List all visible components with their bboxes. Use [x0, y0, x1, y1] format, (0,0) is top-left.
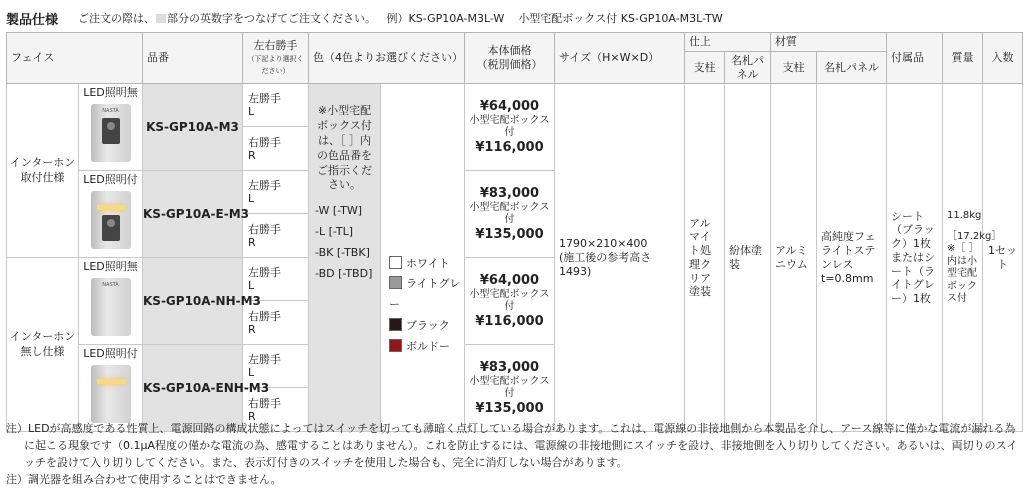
color-code: -BD [-TBD]	[315, 266, 373, 280]
header-size: サイズ（H×W×D）	[555, 33, 685, 84]
led-light-icon	[97, 205, 125, 210]
face-intercom: インターホン取付仕様	[7, 84, 79, 258]
footnote: 注）LEDが高感度である性質上、電源回路の構成状態によってはスイッチを切っても薄暗く点灯している場合があります。これは、電源線の非接地側から本製品を介し、アース線等に僅かな電流が漏れる為に起こる現象です（0.1μA程度の僅かな電流の為、感電することはありません）。これを防止するには、電源線の非接地側にスイッチを設け、非接地側を入り切りしてください。あるいは、両切りのスイッチを設けて入り切りしてください。また、表示灯付きのスイッチを使用した場合も、完全に消灯しない場合があります。	[6, 422, 1018, 469]
bordeaux-swatch	[389, 339, 402, 352]
led-label: LED照明付	[83, 347, 138, 361]
color-code: -W [-TW]	[315, 204, 363, 218]
header-accessory: 付属品	[887, 33, 943, 84]
highlight-swatch	[156, 14, 166, 23]
price: ¥64,000	[479, 98, 540, 114]
weight-sub: ［17.2kg］	[947, 230, 1002, 242]
weight: 11.8kg	[947, 210, 982, 221]
price-cell	[465, 84, 555, 171]
hand-right-label: 右勝手	[248, 222, 281, 236]
intercom-icon	[102, 215, 120, 241]
box-label: 小型宅配ボックス付	[469, 375, 550, 400]
hand-left-code: L	[248, 366, 255, 380]
header-face: フェイス	[7, 33, 143, 84]
led-cell	[79, 345, 143, 432]
order-suffix: 部分の英数字をつなげてご注文ください。	[167, 12, 376, 25]
led-cell	[79, 84, 143, 171]
box-label: 小型宅配ボックス付	[469, 114, 550, 139]
hand-left	[243, 84, 309, 127]
hand-left-label: 左勝手	[248, 266, 281, 280]
order-example-box: 小型宅配ボックス付 KS-GP10A-M3L-TW	[518, 12, 723, 25]
size: 1790×210×400	[559, 237, 648, 251]
hand-right-code: R	[248, 409, 256, 423]
header-finish-panel: 名札パネル	[725, 51, 771, 84]
model-number: KS-GP10A-M3	[143, 84, 243, 171]
led-cell	[79, 171, 143, 258]
hand-right-label: 右勝手	[248, 135, 281, 149]
spec-table	[6, 32, 1023, 432]
header-hand-label: 左右勝手	[253, 38, 298, 52]
price-cell	[465, 258, 555, 345]
weight-note: ※［ ］内は小型宅配ボックス付	[947, 243, 977, 304]
price-cell	[465, 345, 555, 432]
header-color: 色（4色よりお選びください）	[309, 33, 465, 84]
color-item	[389, 337, 464, 358]
price: ¥64,000	[479, 272, 540, 288]
header-weight: 質量	[943, 33, 983, 84]
product-image	[91, 191, 131, 249]
hand-left-code: L	[248, 105, 255, 119]
color-name: ライトグレー	[389, 277, 461, 312]
box-price: ¥135,000	[475, 400, 544, 416]
intercom-icon	[102, 118, 120, 144]
led-light-icon	[97, 379, 125, 384]
model-number: KS-GP10A-ENH-M3	[143, 345, 243, 432]
header-price	[465, 33, 555, 84]
hand-left	[243, 171, 309, 214]
black-swatch	[389, 318, 402, 331]
header-price-sub: （税別価格）	[476, 58, 543, 72]
box-price: ¥135,000	[475, 226, 544, 242]
material-post: アルミニウム	[771, 84, 817, 432]
footnote: 注）調光器を組み合わせて使用することはできません。	[6, 473, 282, 486]
size-sub: (施工後の参考高さ1493)	[559, 250, 652, 278]
led-cell	[79, 258, 143, 345]
hand-right-label: 右勝手	[248, 309, 281, 323]
finish-post: アルマイト処理クリア塗装	[685, 84, 725, 432]
header-finish-post: 支柱	[685, 51, 725, 84]
color-item	[389, 158, 464, 275]
header-material-panel: 名札パネル	[817, 51, 887, 84]
product-image	[91, 365, 131, 423]
model-number: KS-GP10A-E-M3	[143, 171, 243, 258]
led-label: LED照明無	[83, 86, 138, 100]
hand-right	[243, 214, 309, 258]
price: ¥83,000	[479, 185, 540, 201]
lightgray-swatch	[389, 276, 402, 289]
footnotes	[6, 420, 1018, 488]
material-panel: 高純度フェライトステンレスt=0.8mm	[817, 84, 887, 432]
white-swatch	[389, 256, 402, 269]
size-cell	[555, 84, 685, 432]
hand-left-label: 左勝手	[248, 179, 281, 193]
header-price-label: 本体価格	[487, 44, 532, 58]
box-price: ¥116,000	[475, 139, 544, 155]
hand-right-code: R	[248, 148, 256, 162]
order-prefix: ご注文の際は、	[78, 12, 155, 25]
color-code-cell	[309, 84, 381, 432]
header-model: 品番	[143, 33, 243, 84]
box-label: 小型宅配ボックス付	[469, 201, 550, 226]
header-material-post: 支柱	[771, 51, 817, 84]
product-image	[91, 278, 131, 336]
led-label: LED照明無	[83, 260, 138, 274]
hand-right-code: R	[248, 322, 256, 336]
box-label: 小型宅配ボックス付	[469, 288, 550, 313]
color-codes	[309, 193, 380, 285]
box-price: ¥116,000	[475, 313, 544, 329]
color-item	[389, 274, 464, 316]
order-example: 例）KS-GP10A-M3L-W	[386, 12, 505, 25]
hand-left-label: 左勝手	[248, 92, 281, 106]
accessory: シート（ブラック）1枚またはシート（ライトグレー）1枚	[887, 84, 943, 432]
weight-cell	[943, 84, 1002, 432]
color-list	[381, 84, 465, 432]
page-title: 製品仕様	[6, 13, 59, 28]
price-cell	[465, 171, 555, 258]
nameplate-badge: NASTA	[102, 282, 119, 288]
finish-panel: 紛体塗装	[725, 84, 771, 432]
header-hand	[243, 33, 309, 84]
color-code: -BK [-TBK]	[315, 246, 370, 260]
face-no-intercom: インターホン無し仕様	[7, 258, 79, 432]
price: ¥83,000	[479, 359, 540, 375]
header-material: 材質	[771, 33, 887, 52]
hand-left-code: L	[248, 192, 255, 206]
hand-right	[243, 127, 309, 171]
header-hand-sub: （下記より選択ください）	[247, 55, 304, 76]
qty: 1セット	[983, 84, 1023, 432]
order-instruction	[78, 10, 723, 26]
product-image	[91, 104, 131, 162]
hand-right-label: 右勝手	[248, 396, 281, 410]
color-note: ※小型宅配ボックス付は、［ ］内の色品番をご指示ください。	[317, 104, 372, 192]
color-name: ホワイト	[406, 256, 450, 270]
header-qty: 入数	[983, 33, 1023, 84]
hand-left-code: L	[248, 279, 255, 293]
led-label: LED照明付	[83, 173, 138, 187]
color-name: ブラック	[406, 319, 450, 333]
hand-right-code: R	[248, 235, 256, 249]
color-name: ボルドー	[406, 340, 450, 354]
hand-left-label: 左勝手	[248, 353, 281, 367]
nameplate-badge: NASTA	[102, 108, 119, 114]
header-finish: 仕上	[685, 33, 771, 52]
color-item	[389, 316, 464, 337]
color-code: -L [-TL]	[315, 225, 353, 239]
model-number: KS-GP10A-NH-M3	[143, 258, 243, 345]
